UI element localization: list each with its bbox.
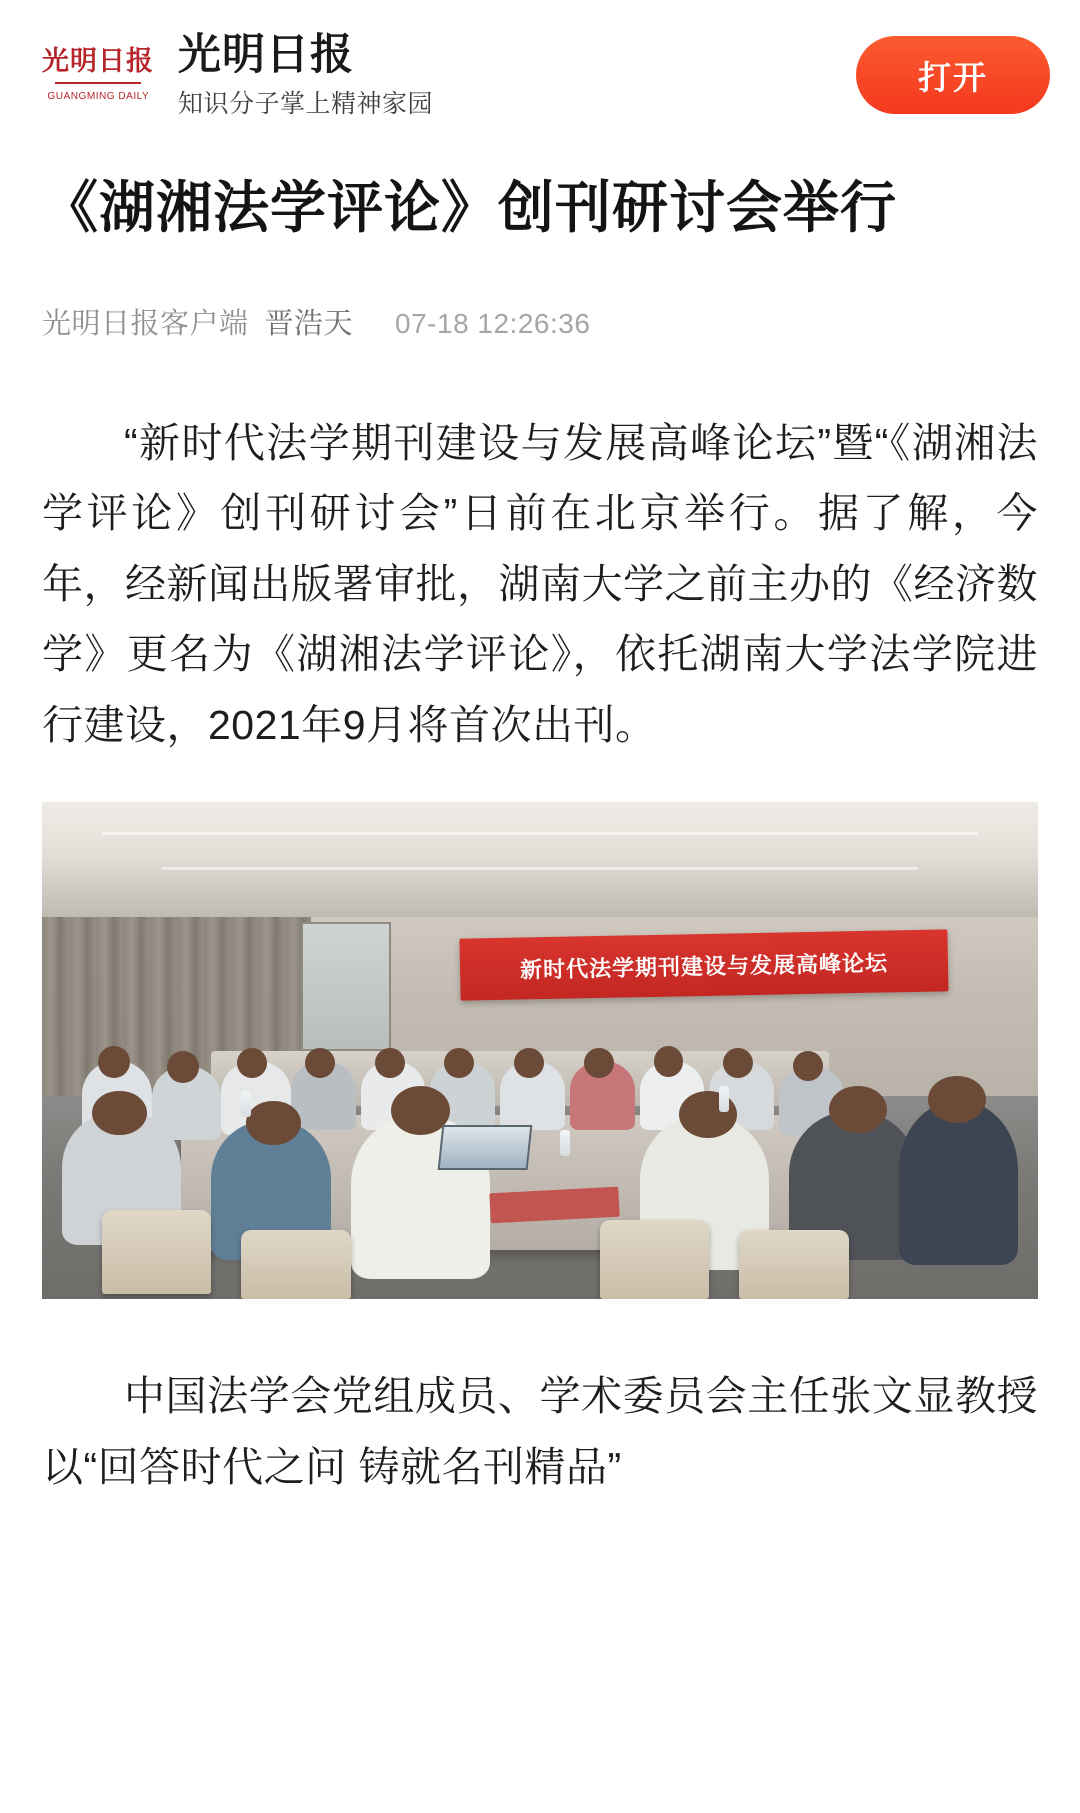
article-meta xyxy=(42,301,1038,342)
photo-chair xyxy=(241,1230,351,1300)
photo-person-head xyxy=(514,1048,544,1078)
article-timestamp: 07-18 12:26:36 xyxy=(395,307,591,339)
photo-person-head xyxy=(305,1048,335,1078)
brand-title: 光明日报 xyxy=(178,30,354,79)
photo-ceiling xyxy=(42,802,1038,916)
photo-person-head xyxy=(246,1101,301,1146)
logo-en-text: GUANGMING DAILY xyxy=(47,90,149,102)
page-title: 《湖湘法学评论》创刊研讨会举行 xyxy=(42,176,897,239)
paragraph: “新时代法学期刊建设与发展高峰论坛”暨“《湖湘法学评论》创刊研讨会”日前在北京举行。据了解，今年，经新闻出版署审批，湖南大学之前主办的《经济数学》更名为《湖湘法学评论》，依托湖南大学法学院进行建设，2021年9月将首次出刊。 xyxy=(42,419,1038,748)
brand-subtitle: 知识分子掌上精神家园 xyxy=(178,90,434,119)
photo-bottle xyxy=(719,1086,729,1112)
app-header xyxy=(0,0,1080,150)
brand-text-block xyxy=(178,31,856,119)
photo-person-head xyxy=(829,1086,887,1133)
conference-photo xyxy=(42,802,1038,1299)
photo-laptop xyxy=(438,1125,532,1170)
article-body-second xyxy=(42,1361,1038,1502)
ceiling-line xyxy=(102,832,978,835)
photo-person-head xyxy=(92,1091,147,1136)
forum-banner xyxy=(460,929,949,1000)
photo-bottle xyxy=(560,1130,570,1156)
photo-chair xyxy=(739,1230,849,1300)
photo-chair xyxy=(600,1220,710,1300)
photo-person-head xyxy=(375,1048,405,1078)
logo-divider xyxy=(55,82,141,84)
article-body-first xyxy=(42,408,1038,761)
photo-person-head xyxy=(584,1048,614,1078)
ceiling-line xyxy=(162,867,919,870)
forum-banner-text: 新时代法学期刊建设与发展高峰论坛 xyxy=(520,950,889,983)
photo-person-head xyxy=(928,1076,986,1123)
guangming-daily-logo xyxy=(44,25,152,125)
article-container xyxy=(0,172,1080,1502)
article-source: 光明日报客户端 xyxy=(42,307,249,340)
logo-cn-text: 光明日报 xyxy=(42,46,154,76)
open-app-button[interactable]: 打开 xyxy=(856,36,1050,114)
photo-person xyxy=(899,1101,1019,1265)
photo-bottle xyxy=(241,1091,251,1117)
photo-chair xyxy=(102,1210,212,1294)
photo-canvas xyxy=(42,802,1038,1299)
photo-person-head xyxy=(98,1046,130,1078)
photo-window xyxy=(301,922,391,1051)
paragraph: 中国法学会党组成员、学术委员会主任张文显教授以“回答时代之问 铸就名刊精品” xyxy=(42,1373,1038,1490)
article-author: 晋浩天 xyxy=(264,307,354,340)
photo-person-head xyxy=(793,1051,823,1081)
